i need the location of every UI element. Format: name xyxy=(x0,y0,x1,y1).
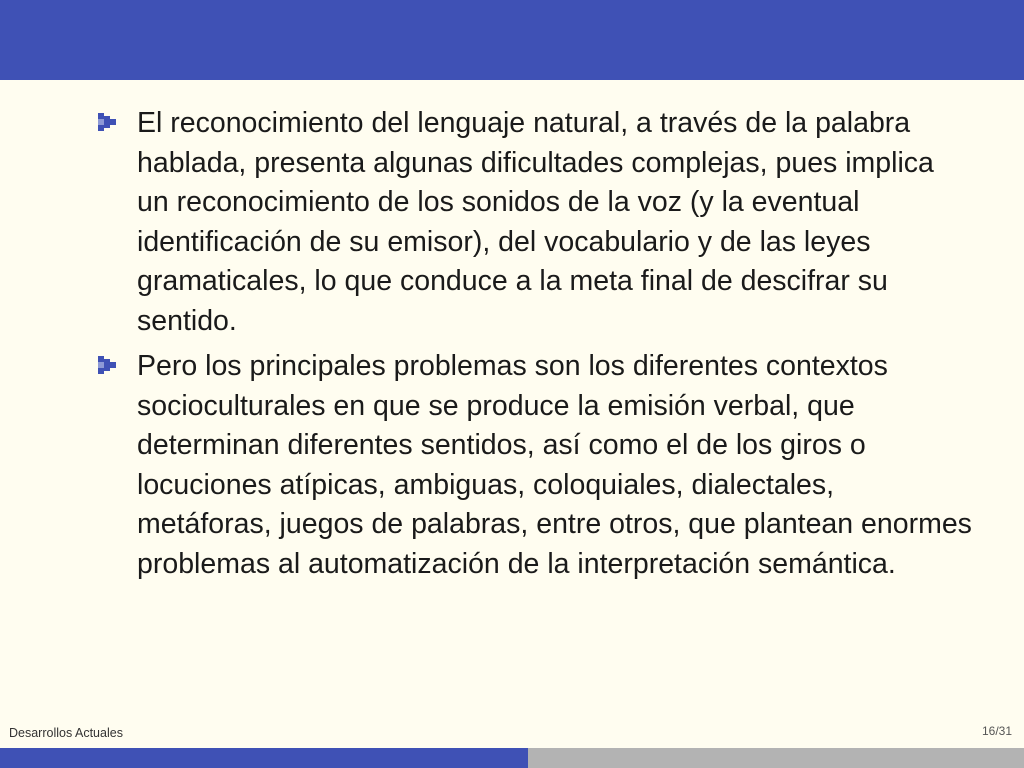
footer-bar-left xyxy=(0,748,528,768)
header-bar xyxy=(0,0,1024,80)
bullet-text: Pero los principales problemas son los diferentes contextos socioculturales en que se produce la emisión verbal, que determinan diferentes sentidos, así como el de los giros o locuciones atípicas, ambiguas, coloquiales, dialectales, metáforas, juegos de palabras, entre otros, que plantean enormes problemas al automatización de la interpretación semántica. xyxy=(137,350,972,580)
slide-content xyxy=(92,104,972,590)
bullet-item xyxy=(92,104,972,341)
bullet-item xyxy=(92,347,972,584)
bullet-text: El reconocimiento del lenguaje natural, a través de la palabra hablada, presenta algunas dificultades complejas, pues implica un reconocimiento de los sonidos de la voz (y la eventual identificación de su emisor), del vocabulario y de las leyes gramaticales, lo que conduce a la meta final de descifrar su sentido. xyxy=(137,107,934,337)
bullet-list xyxy=(92,104,972,584)
pixel-arrow-bullet-icon xyxy=(98,113,116,131)
pixel-arrow-bullet-icon xyxy=(98,356,116,374)
footer-section-title: Desarrollos Actuales xyxy=(9,726,123,740)
footer-bar-right xyxy=(528,748,1024,768)
page-number: 16/31 xyxy=(981,724,1012,738)
